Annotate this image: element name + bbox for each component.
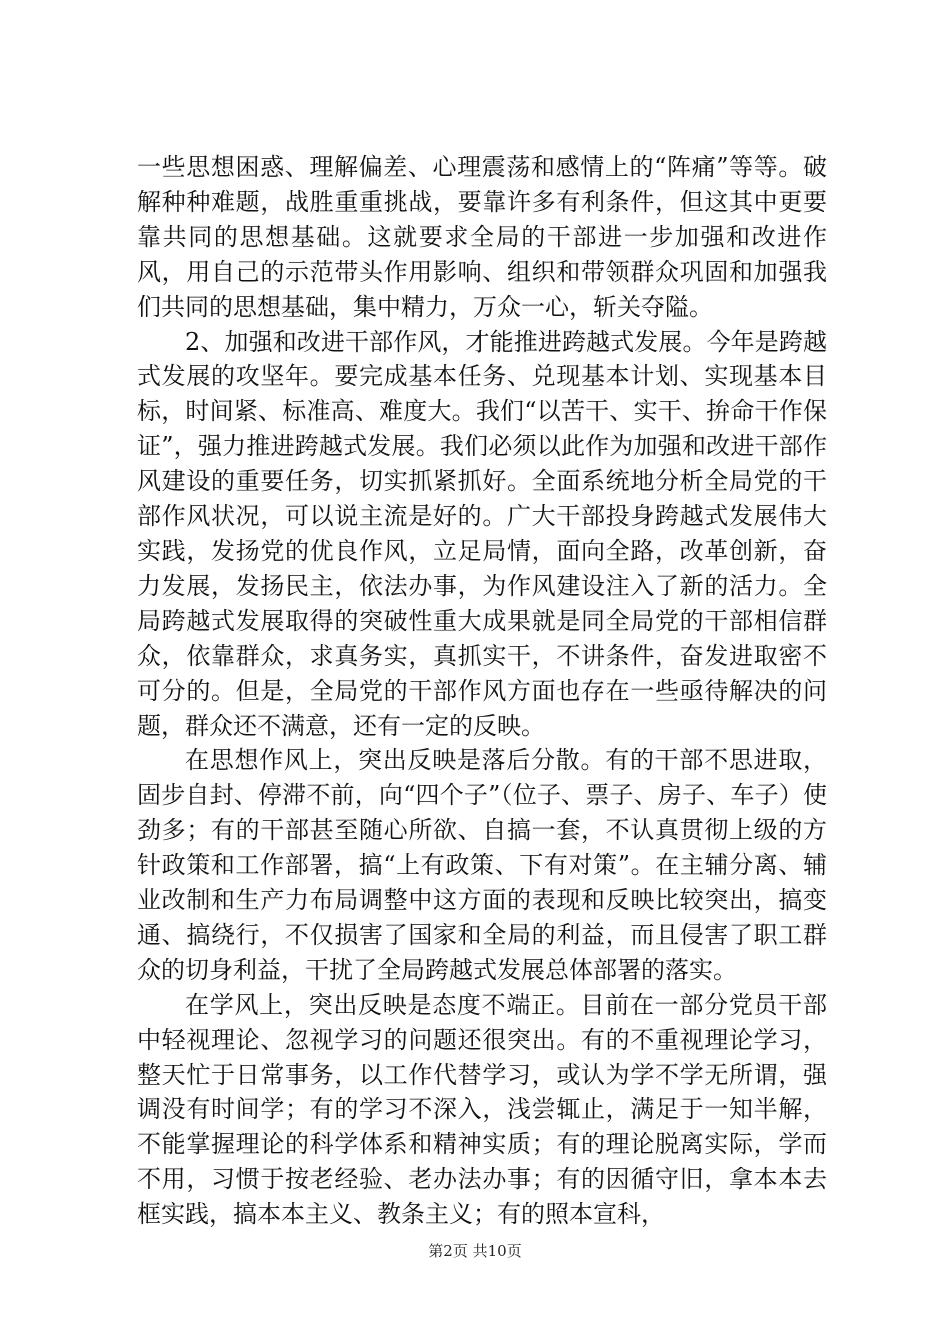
page-number-label: 第2页 共10页: [428, 1242, 522, 1260]
page-footer: [0, 1240, 950, 1261]
paragraph-4: 在学风上，突出反映是态度不端正。目前在一部分党员干部中轻视理论、忽视学习的问题还很突出。有的不重视理论学习，整天忙于日常事务，以工作代替学习，或认为学不学无所谓，强调没有时间学；有的学习不深入，浅尝辄止，满足于一知半解，不能掌握理论的科学体系和精神实质；有的理论脱离实际，学而不用，习惯于按老经验、老办法办事；有的因循守旧，拿本本去框实践，搞本本主义、教条主义；有的照本宣科，: [137, 990, 827, 1229]
document-body: [137, 150, 827, 1232]
paragraph-2: 2、加强和改进干部作风，才能推进跨越式发展。今年是跨越式发展的攻坚年。要完成基本任务、兑现基本计划、实现基本目标，时间紧、标准高、难度大。我们“以苦干、实干、拚命干作保证”，强力推进跨越式发展。我们必须以此作为加强和改进干部作风建设的重要任务，切实抓紧抓好。全面系统地分析全局党的干部作风状况，可以说主流是好的。广大干部投身跨越式发展伟大实践，发扬党的优良作风，立足局情，面向全路，改革创新，奋力发展，发扬民主，依法办事，为作风建设注入了新的活力。全局跨越式发展取得的突破性重大成果就是同全局党的干部相信群众，依靠群众，求真务实，真抓实干，不讲条件，奋发进取密不可分的。但是，全局党的干部作风方面也存在一些亟待解决的问题，群众还不满意，还有一定的反映。: [137, 327, 827, 740]
paragraph-1: 一些思想困惑、理解偏差、心理震荡和感情上的“阵痛”等等。破解种种难题，战胜重重挑战，要靠许多有利条件，但这其中更要靠共同的思想基础。这就要求全局的干部进一步加强和改进作风，用自己的示范带头作用影响、组织和带领群众巩固和加强我们共同的思想基础，集中精力，万众一心，斩关夺隘。: [137, 153, 827, 321]
paragraph-3: 在思想作风上，突出反映是落后分散。有的干部不思进取，固步自封、停滞不前，向“四个子”（位子、票子、房子、车子）使劲多；有的干部甚至随心所欲、自搞一套，不认真贯彻上级的方针政策和工作部署，搞“上有政策、下有对策”。在主辅分离、辅业改制和生产力布局调整中这方面的表现和反映比较突出，搞变通、搞绕行，不仅损害了国家和全局的利益，而且侵害了职工群众的切身利益，干扰了全局跨越式发展总体部署的落实。: [137, 746, 827, 984]
